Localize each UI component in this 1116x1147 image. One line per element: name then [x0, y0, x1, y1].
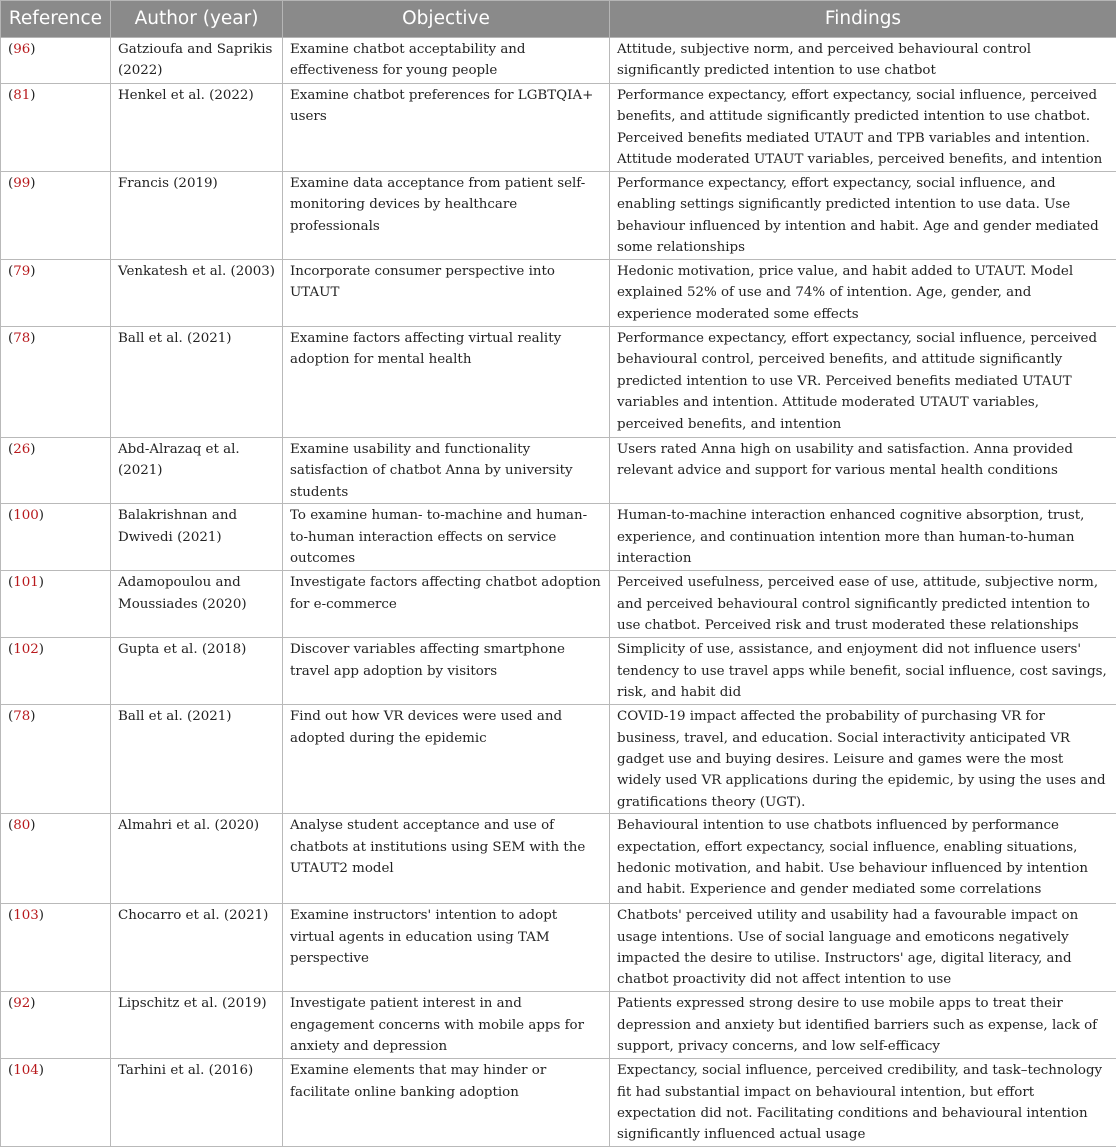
reference-cell: (99) [1, 172, 111, 260]
objective-cell: Find out how VR devices were used and adopted during the epidemic [283, 705, 610, 814]
reference-link[interactable]: 104 [13, 1063, 39, 1078]
table-row [1, 571, 1116, 638]
reference-link[interactable]: 80 [13, 818, 30, 833]
header-objective: Objective [283, 1, 610, 38]
table-row [1, 327, 1116, 438]
objective-cell: Analyse student acceptance and use of chatbots at institutions using SEM with the UTAUT2 model [283, 814, 610, 904]
reference-cell: (78) [1, 705, 111, 814]
objective-cell: Investigate factors affecting chatbot adoption for e-commerce [283, 571, 610, 638]
findings-cell: Users rated Anna high on usability and satisfaction. Anna provided relevant advice and support for various mental health conditions [610, 438, 1116, 504]
findings-cell: Chatbots' perceived utility and usability had a favourable impact on usage intentions. Use of social language and emoticons negatively impacted the desire to utilise. Instructors' age, digital literacy, and chatbot proactivity did not affect intention to use [610, 904, 1116, 992]
author-cell: Henkel et al. (2022) [111, 84, 283, 172]
objective-cell: Examine elements that may hinder or facilitate online banking adoption [283, 1059, 610, 1147]
objective-cell: Examine data acceptance from patient self-monitoring devices by healthcare professionals [283, 172, 610, 260]
objective-cell: Incorporate consumer perspective into UTAUT [283, 260, 610, 327]
table-row [1, 814, 1116, 904]
table-row [1, 904, 1116, 992]
reference-link[interactable]: 78 [13, 709, 30, 724]
author-cell: Adamopoulou and Moussiades (2020) [111, 571, 283, 638]
findings-cell: Behavioural intention to use chatbots influenced by performance expectation, effort expectancy, social influence, enabling situations, hedonic motivation, and habit. Use behaviour influenced by intention and habit. Experience and gender mediated some correlations [610, 814, 1116, 904]
author-cell: Tarhini et al. (2016) [111, 1059, 283, 1147]
author-cell: Lipschitz et al. (2019) [111, 992, 283, 1059]
findings-cell: Perceived usefulness, perceived ease of use, attitude, subjective norm, and perceived behavioural control significantly predicted intention to use chatbot. Perceived risk and trust moderated these relationships [610, 571, 1116, 638]
table-row [1, 504, 1116, 571]
objective-cell: Examine factors affecting virtual reality adoption for mental health [283, 327, 610, 438]
reference-link[interactable]: 101 [13, 575, 39, 590]
author-cell: Ball et al. (2021) [111, 705, 283, 814]
reference-cell: (101) [1, 571, 111, 638]
reference-cell: (80) [1, 814, 111, 904]
findings-cell: Human-to-machine interaction enhanced cognitive absorption, trust, experience, and continuation intention more than human-to-human interaction [610, 504, 1116, 571]
findings-cell: Hedonic motivation, price value, and habit added to UTAUT. Model explained 52% of use and 74% of intention. Age, gender, and experience moderated some effects [610, 260, 1116, 327]
author-cell: Almahri et al. (2020) [111, 814, 283, 904]
reference-link[interactable]: 96 [13, 42, 30, 57]
reference-link[interactable]: 102 [13, 642, 39, 657]
header-reference: Reference [1, 1, 111, 38]
reference-link[interactable]: 92 [13, 996, 30, 1011]
reference-link[interactable]: 79 [13, 264, 30, 279]
reference-cell: (81) [1, 84, 111, 172]
reference-link[interactable]: 78 [13, 331, 30, 346]
table-row [1, 260, 1116, 327]
author-cell: Gupta et al. (2018) [111, 638, 283, 705]
objective-cell: Examine instructors' intention to adopt virtual agents in education using TAM perspective [283, 904, 610, 992]
reference-cell: (103) [1, 904, 111, 992]
table-row [1, 38, 1116, 84]
author-cell: Balakrishnan and Dwivedi (2021) [111, 504, 283, 571]
reference-link[interactable]: 26 [13, 442, 30, 457]
author-cell: Ball et al. (2021) [111, 327, 283, 438]
reference-cell: (100) [1, 504, 111, 571]
reference-cell: (78) [1, 327, 111, 438]
findings-cell: Patients expressed strong desire to use mobile apps to treat their depression and anxiety but identified barriers such as expense, lack of support, privacy concerns, and low self-efficacy [610, 992, 1116, 1059]
table-row [1, 1059, 1116, 1147]
reference-cell: (92) [1, 992, 111, 1059]
author-cell: Venkatesh et al. (2003) [111, 260, 283, 327]
header-row [1, 1, 1116, 38]
findings-cell: Performance expectancy, effort expectancy, social influence, and enabling settings significantly predicted intention to use data. Use behaviour influenced by intention and habit. Age and gender mediated some relationships [610, 172, 1116, 260]
objective-cell: Examine chatbot preferences for LGBTQIA+ users [283, 84, 610, 172]
findings-cell: Attitude, subjective norm, and perceived behavioural control significantly predicted intention to use chatbot [610, 38, 1116, 84]
header-findings: Findings [610, 1, 1116, 38]
reference-cell: (96) [1, 38, 111, 84]
findings-cell: Simplicity of use, assistance, and enjoyment did not influence users' tendency to use travel apps while benefit, social influence, cost savings, risk, and habit did [610, 638, 1116, 705]
header-author-year: Author (year) [111, 1, 283, 38]
author-cell: Gatzioufa and Saprikis (2022) [111, 38, 283, 84]
table-row [1, 172, 1116, 260]
table-header [1, 1, 1116, 38]
reference-cell: (26) [1, 438, 111, 504]
reference-link[interactable]: 100 [13, 508, 39, 523]
reference-link[interactable]: 99 [13, 176, 30, 191]
table-row [1, 638, 1116, 705]
objective-cell: To examine human- to-machine and human-to-human interaction effects on service outcomes [283, 504, 610, 571]
objective-cell: Discover variables affecting smartphone travel app adoption by visitors [283, 638, 610, 705]
reference-cell: (79) [1, 260, 111, 327]
author-cell: Chocarro et al. (2021) [111, 904, 283, 992]
objective-cell: Examine usability and functionality satisfaction of chatbot Anna by university students [283, 438, 610, 504]
table-row [1, 84, 1116, 172]
findings-cell: Expectancy, social influence, perceived credibility, and task–technology fit had substantial impact on behavioural intention, but effort expectation did not. Facilitating conditions and behavioural intention significantly influenced actual usage [610, 1059, 1116, 1147]
table-row [1, 992, 1116, 1059]
findings-cell: COVID-19 impact affected the probability of purchasing VR for business, travel, and education. Social interactivity anticipated VR gadget use and buying desires. Leisure and games were the most widely used VR applications during the epidemic, by using the uses and gratifications theory (UGT). [610, 705, 1116, 814]
author-cell: Abd-Alrazaq et al. (2021) [111, 438, 283, 504]
objective-cell: Examine chatbot acceptability and effectiveness for young people [283, 38, 610, 84]
reference-cell: (104) [1, 1059, 111, 1147]
reference-link[interactable]: 103 [13, 908, 39, 923]
objective-cell: Investigate patient interest in and engagement concerns with mobile apps for anxiety and depression [283, 992, 610, 1059]
reference-cell: (102) [1, 638, 111, 705]
author-cell: Francis (2019) [111, 172, 283, 260]
table-row [1, 438, 1116, 504]
findings-cell: Performance expectancy, effort expectancy, social influence, perceived benefits, and attitude significantly predicted intention to use chatbot. Perceived benefits mediated UTAUT and TPB variables and intention. Attitude moderated UTAUT variables, perceived benefits, and intention [610, 84, 1116, 172]
table-body [1, 38, 1116, 1147]
reference-link[interactable]: 81 [13, 88, 30, 103]
table-row [1, 705, 1116, 814]
findings-cell: Performance expectancy, effort expectancy, social influence, perceived behavioural control, perceived benefits, and attitude significantly predicted intention to use VR. Perceived benefits mediated UTAUT variables and intention. Attitude moderated UTAUT variables, perceived benefits, and intention [610, 327, 1116, 438]
